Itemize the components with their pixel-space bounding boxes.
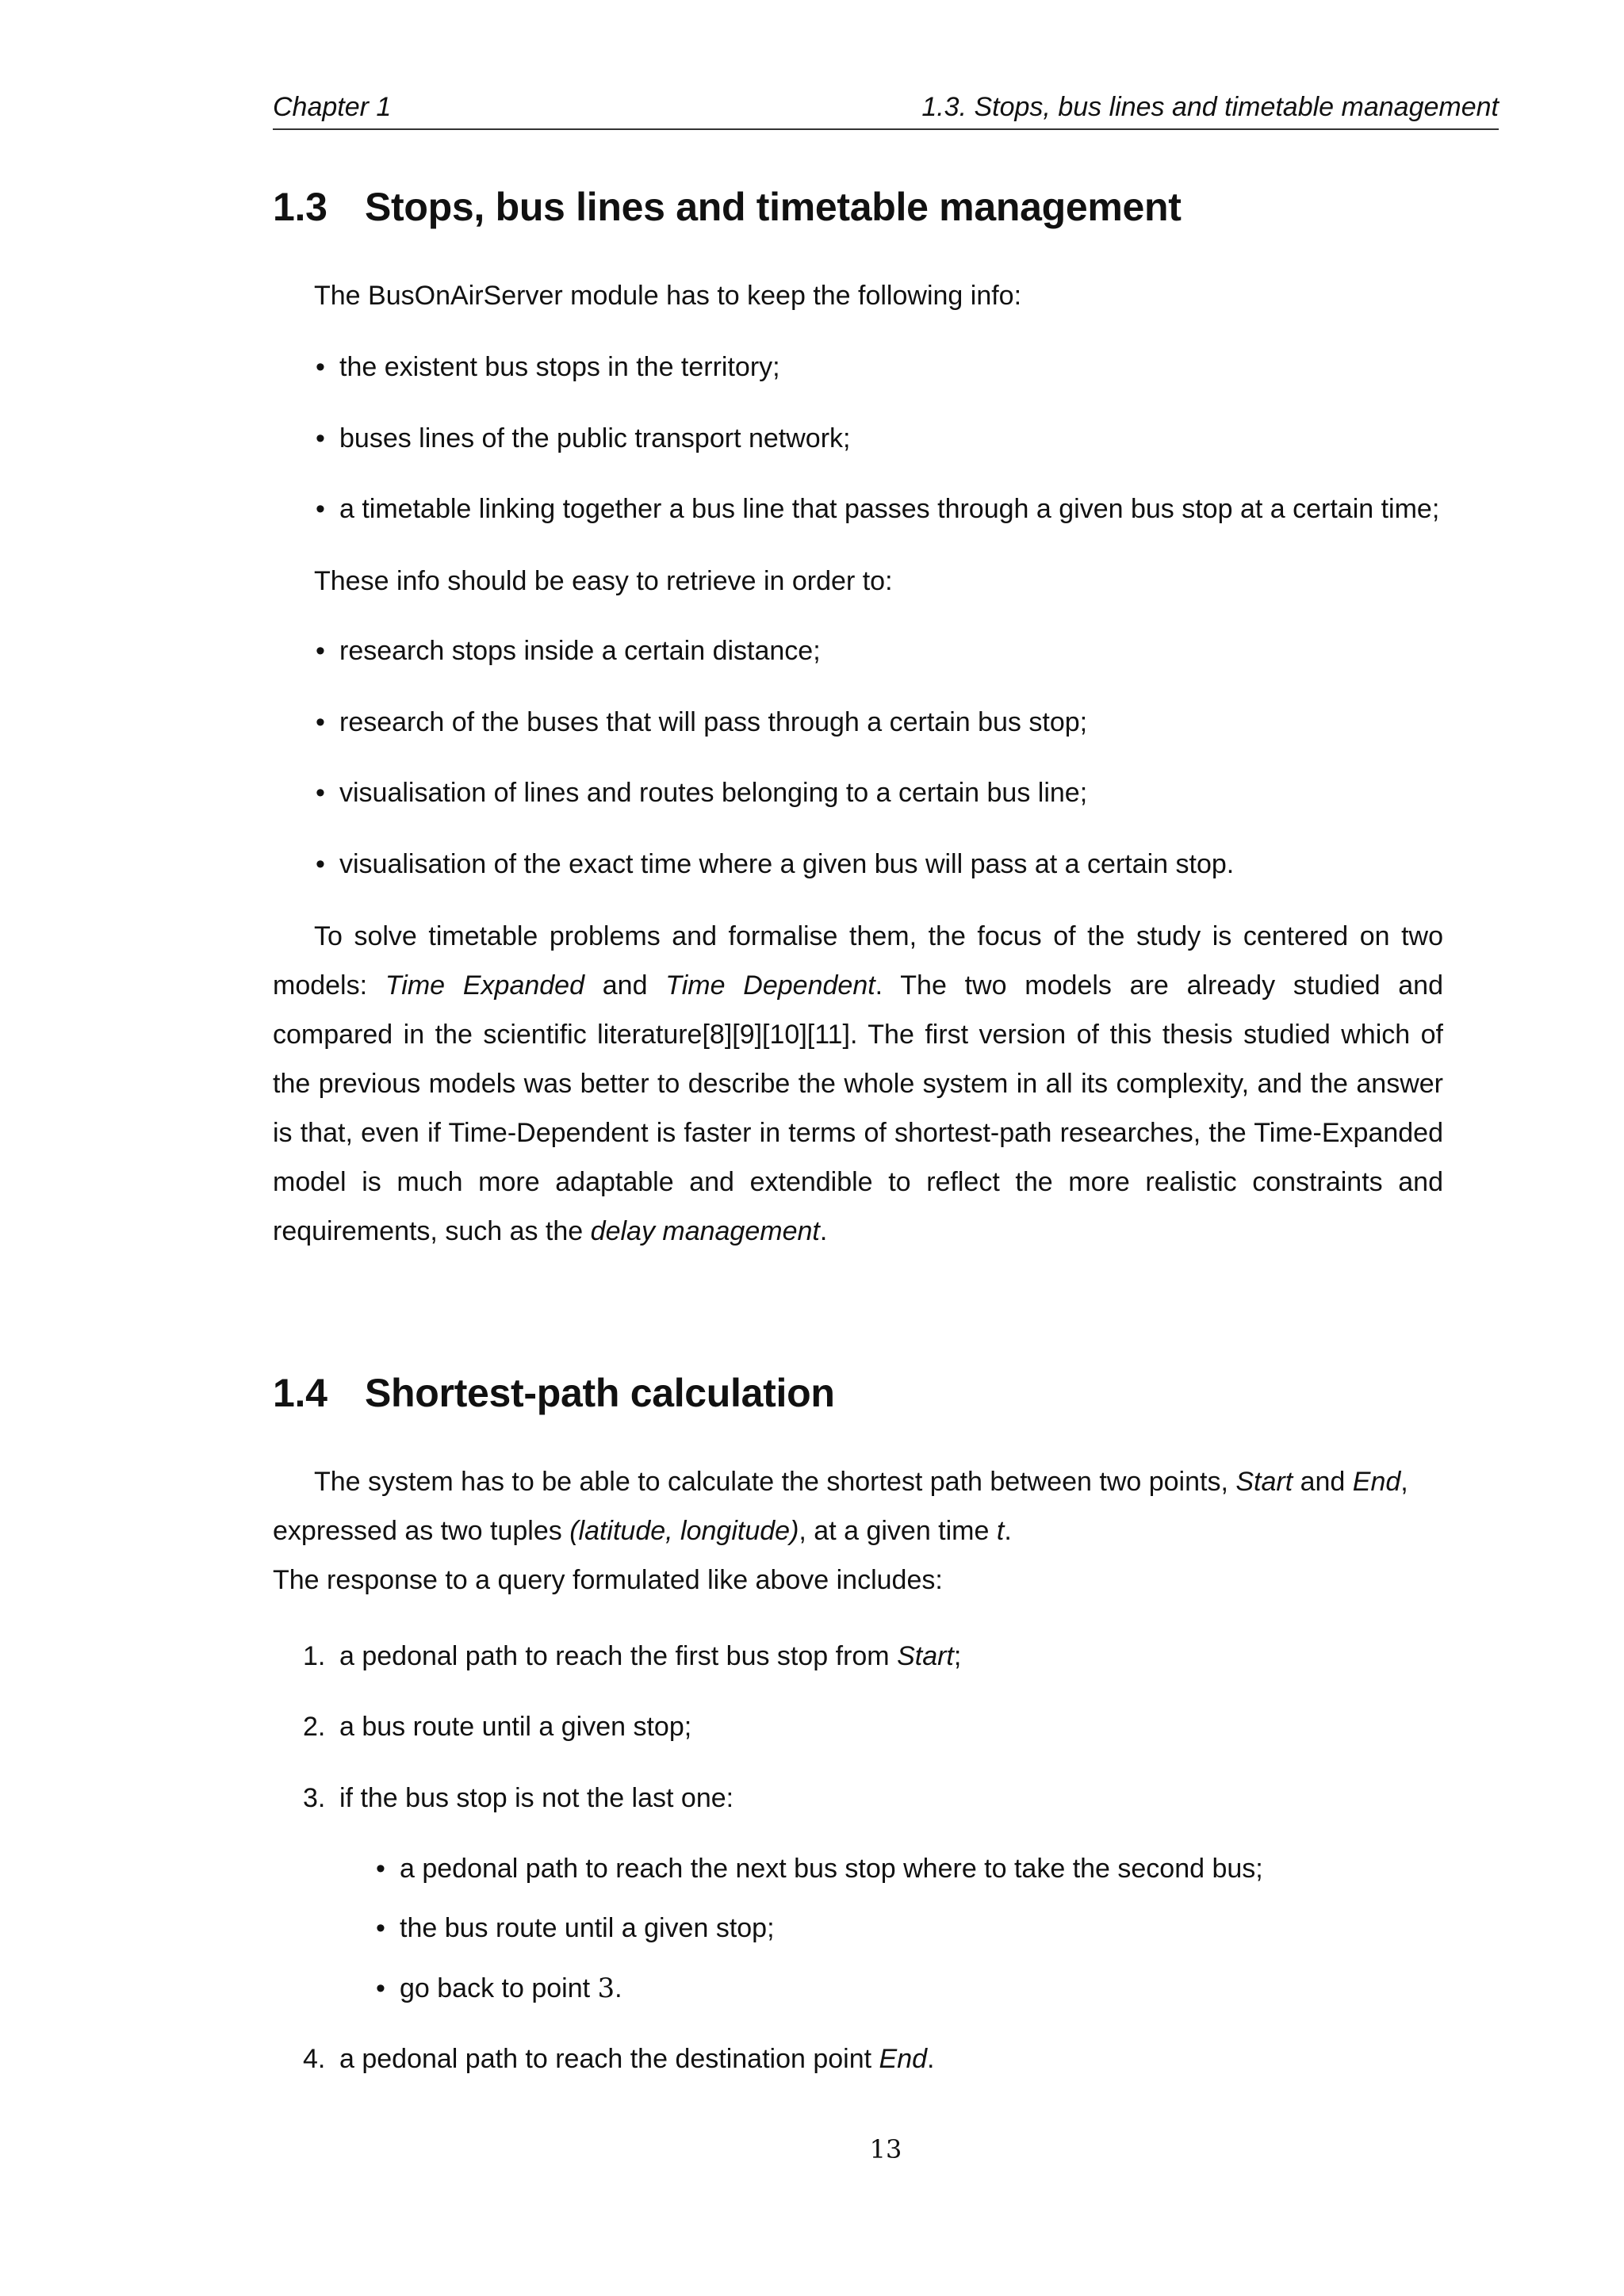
numbered-item: 2. a bus route until a given stop; (303, 1712, 692, 1742)
intro-paragraph: The BusOnAirServer module has to keep the following info: (314, 281, 1022, 311)
bullet-icon: • (316, 849, 325, 879)
running-header (273, 89, 1499, 130)
list-item: • research of the buses that will pass through a certain bus stop; (316, 707, 1088, 737)
bullet-icon: • (316, 636, 325, 666)
page-number: 13 (869, 2134, 902, 2164)
body-paragraph: The system has to be able to calculate the shortest path between two points, Start and End, expressed as two tuples (latitude, longitude), at a given time t. (273, 1467, 1408, 1546)
body-paragraph: To solve timetable problems and formalise them, the focus of the study is centered on two models: Time Expanded and Time Dependent. The two models are already studied and compared in the scientific literature[8][9][10][11]. The first version of this thesis studied which of the previous models was better to describe the whole system in all its complexity, and the answer is that, even if Time-Dependent is faster in terms of shortest-path researches, the Time-Expanded model is much more adaptable and extendible to reflect the more realistic constraints and requirements, such as the delay management. (273, 921, 1444, 1246)
numbered-item: 4. a pedonal path to reach the destination point End. (303, 2044, 935, 2074)
section-number: 1.3 (273, 185, 327, 229)
bullet-icon: • (376, 1913, 385, 1943)
list-item: • research stops inside a certain distance; (316, 636, 821, 666)
response-intro: The response to a query formulated like above includes: (273, 1565, 943, 1595)
bullet-icon: • (316, 494, 325, 524)
section-heading-1-4 (273, 1370, 835, 1416)
nested-list-item: • a pedonal path to reach the next bus stop where to take the second bus; (376, 1854, 1263, 1884)
nested-list-item: • go back to point 3. (376, 1973, 622, 2004)
bullet-icon: • (376, 1854, 385, 1884)
nested-list-item: • the bus route until a given stop; (376, 1913, 775, 1943)
retrieve-paragraph: These info should be easy to retrieve in order to: (314, 566, 893, 596)
bullet-icon: • (316, 707, 325, 737)
list-item: • a timetable linking together a bus line that passes through a given bus stop at a certain time; (316, 494, 1440, 524)
bullet-icon: • (316, 778, 325, 808)
numbered-item: 1. a pedonal path to reach the first bus stop from Start; (303, 1641, 962, 1671)
list-item: • visualisation of lines and routes belonging to a certain bus line; (316, 778, 1088, 808)
section-title: Shortest-path calculation (365, 1371, 835, 1415)
section-heading-1-3 (273, 184, 1182, 230)
header-section: 1.3. Stops, bus lines and timetable management (921, 92, 1499, 122)
bullet-icon: • (316, 423, 325, 453)
bullet-icon: • (316, 352, 325, 382)
header-chapter: Chapter 1 (273, 92, 392, 122)
section-number: 1.4 (273, 1371, 327, 1415)
bullet-icon: • (376, 1973, 385, 2003)
list-item: • buses lines of the public transport network; (316, 423, 851, 453)
section-title: Stops, bus lines and timetable management (365, 185, 1182, 229)
list-item: • the existent bus stops in the territory; (316, 352, 780, 382)
list-item: • visualisation of the exact time where a given bus will pass at a certain stop. (316, 849, 1235, 879)
numbered-item: 3. if the bus stop is not the last one: (303, 1783, 734, 1813)
